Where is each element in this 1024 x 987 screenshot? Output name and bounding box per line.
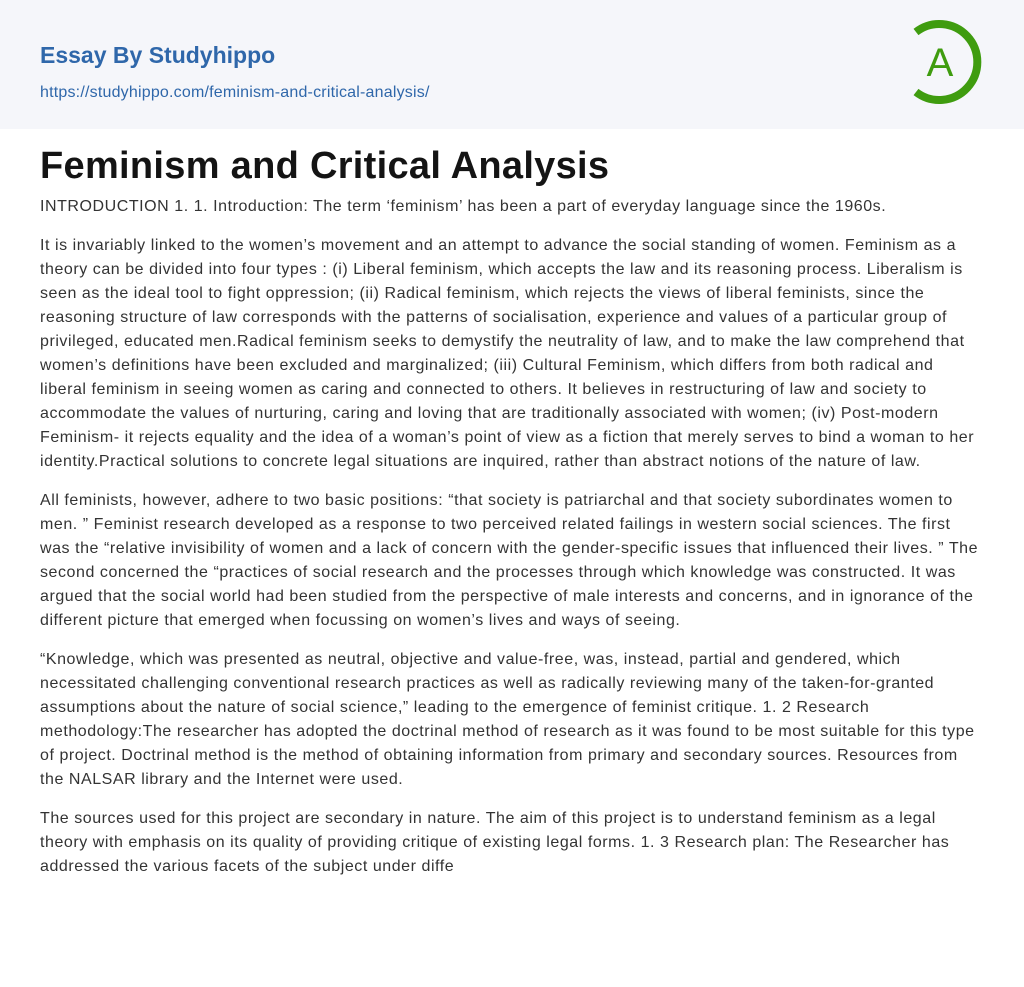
paragraph: All feminists, however, adhere to two basic positions: “that society is patriarchal and that society subordinates women to men. ” Feminist research developed as a response to two perceived related failings in western social sciences. The first was the “relative invisibility of women and a lack of concern with the gender-specific issues that influenced their lives. ” The second concerned the “practices of social research and the processes through which knowledge was constructed. It was argued that the social world had been studied from the perspective of male interests and concerns, and in ignorance of the different picture that emerged when focussing on women’s lives and ways of seeing. [40, 492, 979, 629]
essay-url-link[interactable]: https://studyhippo.com/feminism-and-critical-analysis/ [40, 84, 430, 101]
paragraph: INTRODUCTION 1. 1. Introduction: The term ‘feminism’ has been a part of everyday language since the 1960s. [40, 198, 887, 215]
paragraph: It is invariably linked to the women’s movement and an attempt to advance the social standing of women. Feminism as a theory can be divided into four types : (i) Liberal feminism, which accepts the law and its reasoning process. Liberalism is seen as the ideal tool to fight oppression; (ii) Radical feminism, which rejects the views of liberal feminists, since the reasoning structure of law corresponds with the patterns of socialisation, experience and values of a particular group of privileged, educated men.Radical feminism seeks to demystify the neutrality of law, and to make the law comprehend that women’s definitions have been excluded and marginalized; (iii) Cultural Feminism, which differs from both radical and liberal feminism in seeing women as caring and connected to others. It believes in restructuring of law and society to accommodate the values of nurturing, caring and loving that are traditionally associated with women; (iv) Post-modern Feminism- it rejects equality and the idea of a woman’s point of view as a fiction that merely serves to bind a woman to her identity.Practical solutions to concrete legal situations are inquired, rather than abstract notions of the nature of law. [40, 237, 975, 470]
studyhippo-logo-icon[interactable] [908, 18, 988, 106]
essay-body [40, 195, 984, 894]
brand-title: Essay By Studyhippo [40, 42, 276, 68]
page-title: Feminism and Critical Analysis [40, 145, 610, 187]
paragraph: “Knowledge, which was presented as neutral, objective and value-free, was, instead, partial and gendered, which necessitated challenging conventional research practices as well as radically reviewing many of the taken-for-granted assumptions about the nature of social science,” leading to the emergence of feminist critique. 1. 2 Research methodology:The researcher has adopted the doctrinal method of research as it was found to be most suitable for this type of project. Doctrinal method is the method of obtaining information from primary and secondary sources. Resources from the NALSAR library and the Internet were used. [40, 651, 975, 788]
paragraph: The sources used for this project are secondary in nature. The aim of this project is to understand feminism as a legal theory with emphasis on its quality of providing critique of existing legal forms. 1. 3 Research plan: The Researcher has addressed the various facets of the subject under diffe [40, 810, 950, 875]
logo-letter: A [926, 41, 954, 85]
